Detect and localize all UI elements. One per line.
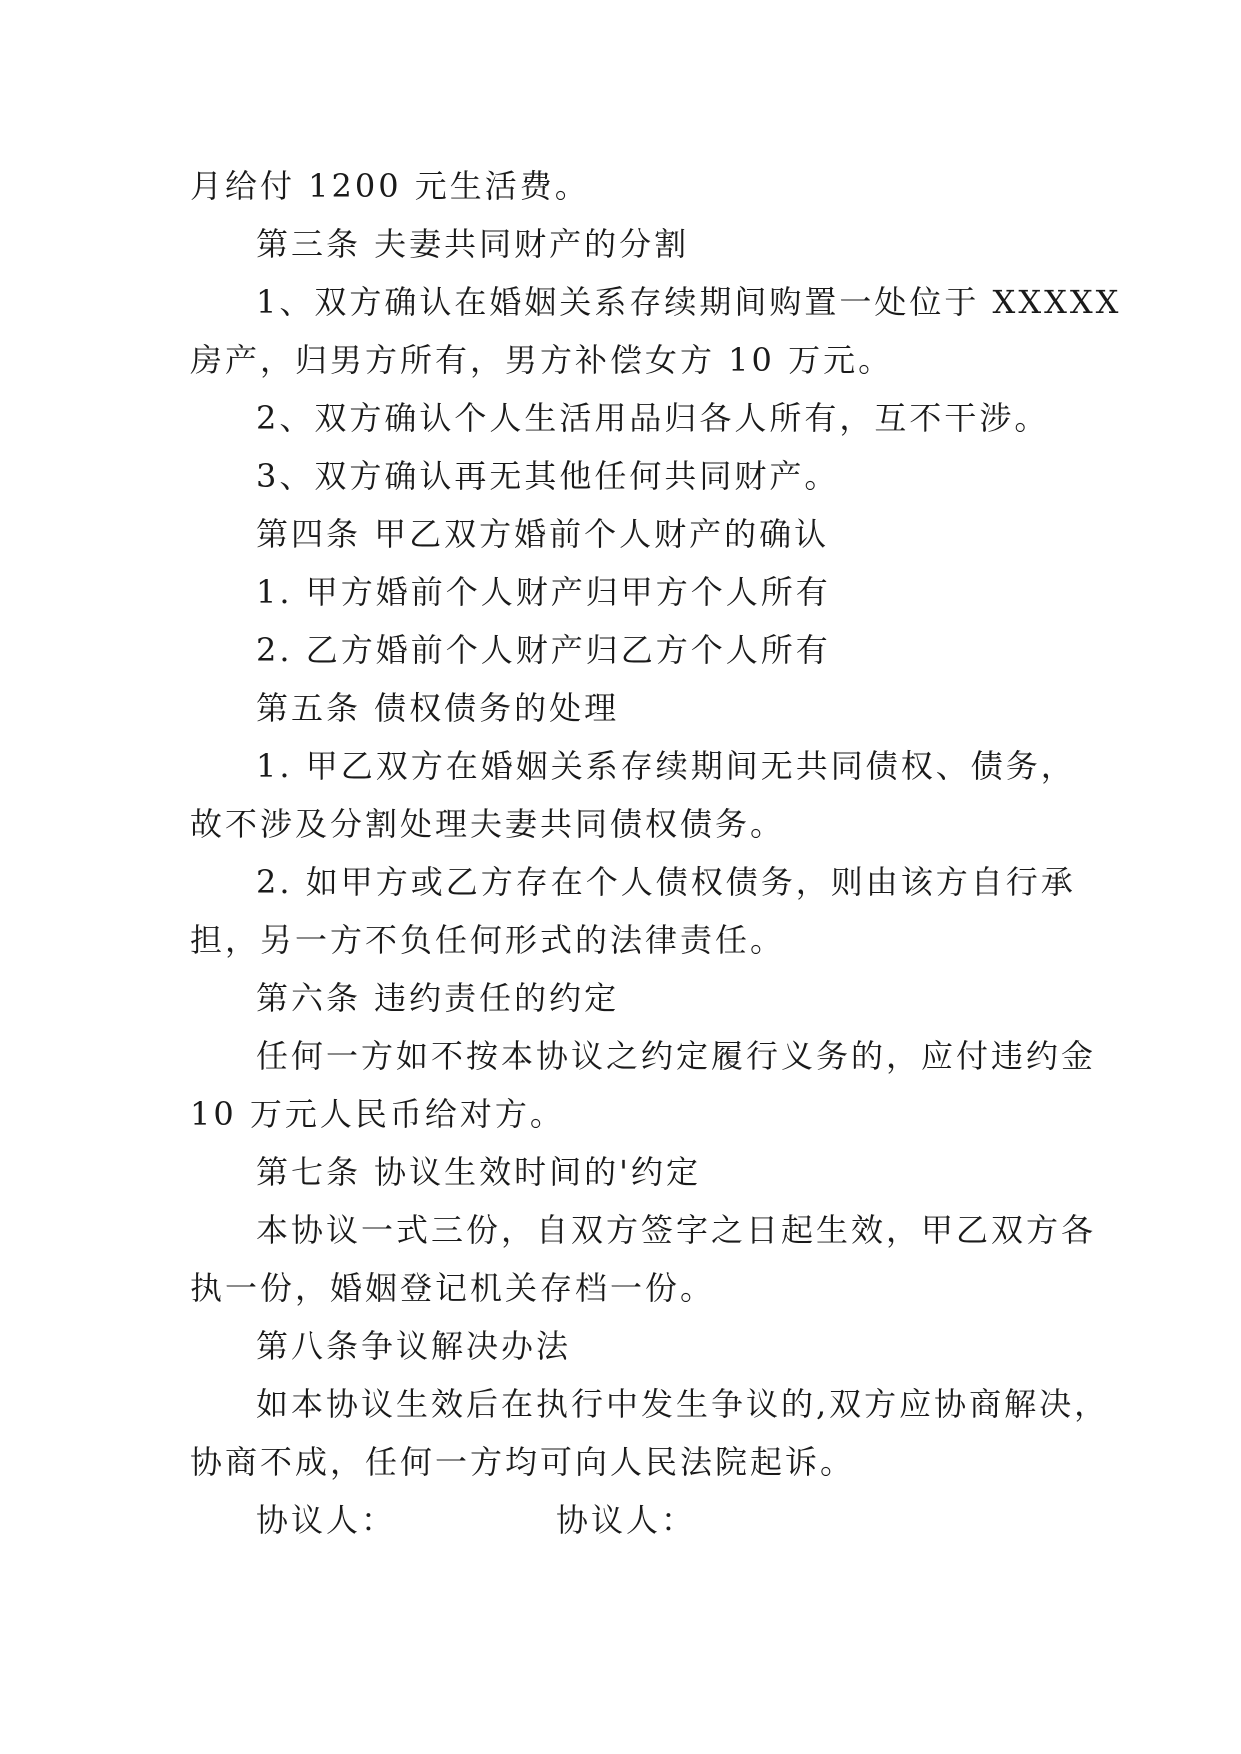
text-line: 2. 如甲方或乙方存在个人债权债务，则由该方自行承 — [256, 863, 1076, 901]
text-line: 执一份，婚姻登记机关存档一份。 — [190, 1269, 716, 1307]
text-line: 3、双方确认再无其他任何共同财产。 — [256, 457, 840, 495]
text-line: 故不涉及分割处理夫妻共同债权债务。 — [190, 805, 786, 843]
article-heading: 第三条 夫妻共同财产的分割 — [256, 225, 690, 263]
text-line: 2、双方确认个人生活用品归各人所有，互不干涉。 — [256, 399, 1050, 437]
text-line: 协商不成，任何一方均可向人民法院起诉。 — [190, 1443, 856, 1481]
text-line: 10 万元人民币给对方。 — [190, 1095, 565, 1133]
text-line: 月给付 1200 元生活费。 — [190, 167, 590, 205]
text-line: 如本协议生效后在执行中发生争议的,双方应协商解决， — [256, 1385, 1110, 1423]
signature-party-b: 协议人： — [556, 1501, 697, 1539]
text-line: 1. 甲方婚前个人财产归甲方个人所有 — [256, 573, 831, 611]
article-heading: 第四条 甲乙双方婚前个人财产的确认 — [256, 515, 830, 553]
signature-party-a: 协议人： — [256, 1501, 397, 1539]
article-heading: 第七条 协议生效时间的'约定 — [256, 1153, 701, 1191]
text-line: 任何一方如不按本协议之约定履行义务的，应付违约金 — [256, 1037, 1097, 1075]
text-line: 1、双方确认在婚姻关系存续期间购置一处位于 XXXXX — [256, 283, 1122, 321]
article-heading: 第八条争议解决办法 — [256, 1327, 572, 1365]
text-line: 本协议一式三份，自双方签字之日起生效，甲乙双方各 — [256, 1211, 1097, 1249]
text-line: 担，另一方不负任何形式的法律责任。 — [190, 921, 786, 959]
article-heading: 第五条 债权债务的处理 — [256, 689, 620, 727]
text-line: 房产，归男方所有，男方补偿女方 10 万元。 — [190, 341, 894, 379]
text-line: 1. 甲乙双方在婚姻关系存续期间无共同债权、债务， — [256, 747, 1076, 785]
text-line: 2. 乙方婚前个人财产归乙方个人所有 — [256, 631, 831, 669]
article-heading: 第六条 违约责任的约定 — [256, 979, 620, 1017]
